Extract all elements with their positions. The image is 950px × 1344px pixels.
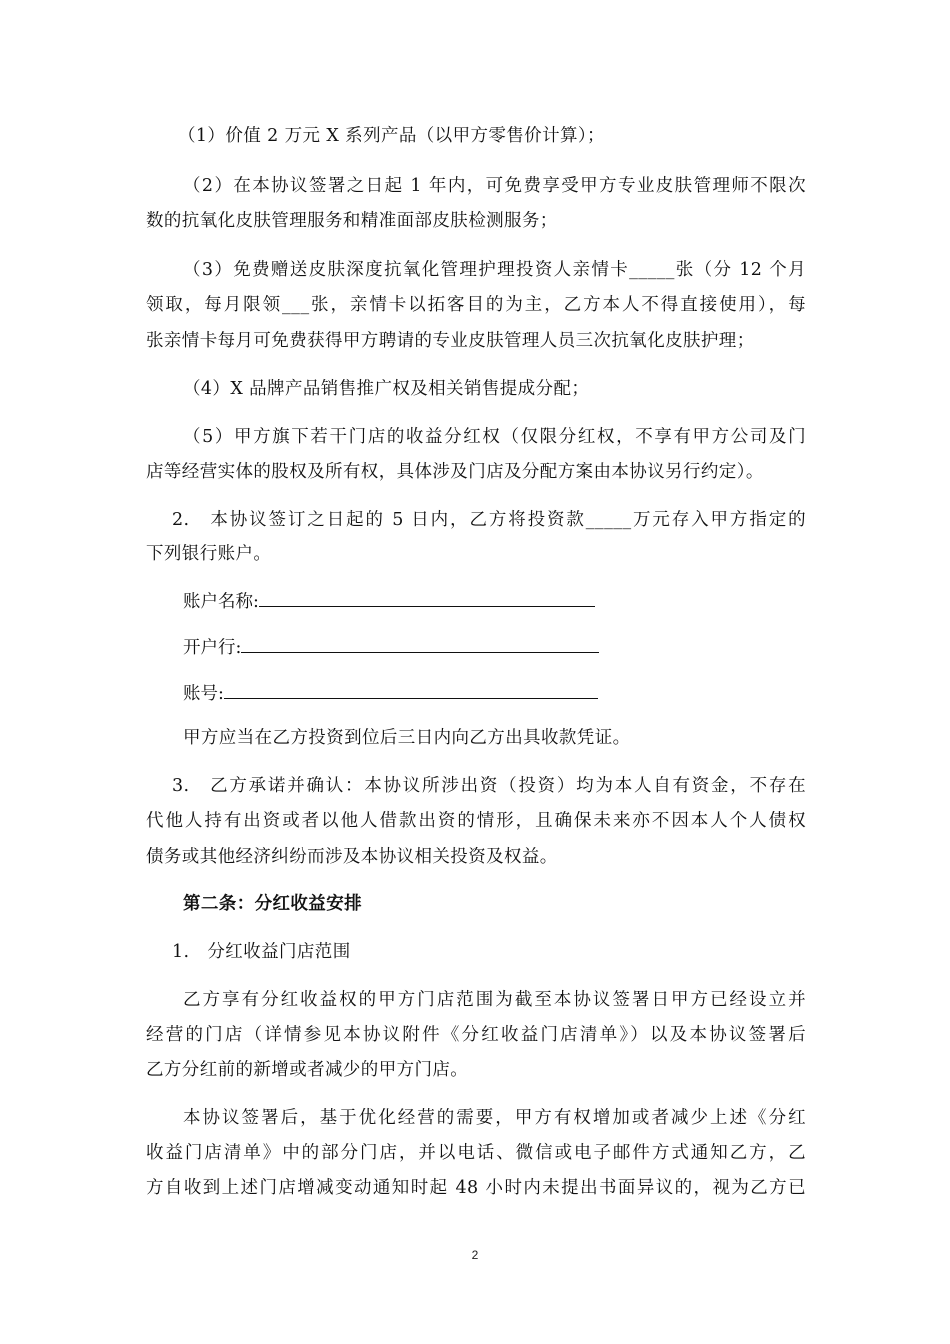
account-number-field <box>183 680 598 706</box>
item-1: （1）价值 2 万元 X 系列产品（以甲方零售价计算）； <box>178 126 605 146</box>
item-4: （4）X 品牌产品销售推广权及相关销售提成分配； <box>183 379 590 399</box>
item-3-line-2: 领取，每月限领___张，亲情卡以拓客目的为主，乙方本人不得直接使用），每 <box>146 295 806 315</box>
item-2-line-1: （2）在本协议签署之日起 1 年内，可免费享受甲方专业皮肤管理师不限次 <box>183 176 806 196</box>
item-3-line-1: （3）免费赠送皮肤深度抗氧化管理护理投资人亲情卡_____张（分 12 个月 <box>183 260 806 280</box>
account-number-blank <box>224 680 598 699</box>
account-number-label: 账号: <box>183 684 224 704</box>
item-5-line-1: （5）甲方旗下若干门店的收益分红权（仅限分红权，不享有甲方公司及门 <box>183 427 806 447</box>
clause-2-line-1: 2. 本协议签订之日起的 5 日内，乙方将投资款_____万元存入甲方指定的 <box>172 510 806 530</box>
bank-blank <box>241 634 599 653</box>
article-2-subheading: 1. 分红收益门店范围 <box>172 942 351 962</box>
article-2-heading: 第二条：分红收益安排 <box>183 894 362 914</box>
account-name-field <box>183 588 595 614</box>
account-name-blank <box>259 588 595 607</box>
item-2-line-2: 数的抗氧化皮肤管理服务和精准面部皮肤检测服务； <box>146 211 558 231</box>
article-2-p1-line-3: 乙方分红前的新增或者减少的甲方门店。 <box>146 1060 469 1080</box>
page-number: 2 <box>471 1248 479 1262</box>
clause-2-line-2: 下列银行账户。 <box>146 544 272 564</box>
article-2-p1-line-2: 经营的门店（详情参见本协议附件《分红收益门店清单》）以及本协议签署后 <box>146 1025 806 1045</box>
account-name-label: 账户名称: <box>183 592 259 612</box>
item-5-line-2: 店等经营实体的股权及所有权，具体涉及门店及分配方案由本协议另行约定）。 <box>146 462 764 482</box>
bank-label: 开户行: <box>183 638 242 658</box>
clause-3-line-2: 代他人持有出资或者以他人借款出资的情形，且确保未来亦不因本人个人债权 <box>146 811 806 831</box>
article-2-p2-line-2: 收益门店清单》中的部分门店，并以电话、微信或电子邮件方式通知乙方，乙 <box>146 1143 806 1163</box>
bank-field <box>183 634 599 660</box>
article-2-p1-line-1: 乙方享有分红收益权的甲方门店范围为截至本协议签署日甲方已经设立并 <box>183 990 806 1010</box>
article-2-p2-line-1: 本协议签署后，基于优化经营的需要，甲方有权增加或者减少上述《分红 <box>183 1108 806 1128</box>
clause-3-line-1: 3. 乙方承诺并确认：本协议所涉出资（投资）均为本人自有资金，不存在 <box>172 776 806 796</box>
article-2-p2-line-3: 方自收到上述门店增减变动通知时起 48 小时内未提出书面异议的，视为乙方已 <box>146 1178 806 1198</box>
receipt-paragraph: 甲方应当在乙方投资到位后三日内向乙方出具收款凭证。 <box>183 728 631 748</box>
item-3-line-3: 张亲情卡每月可免费获得甲方聘请的专业皮肤管理人员三次抗氧化皮肤护理； <box>146 331 755 351</box>
clause-3-line-3: 债务或其他经济纠纷而涉及本协议相关投资及权益。 <box>146 847 558 867</box>
